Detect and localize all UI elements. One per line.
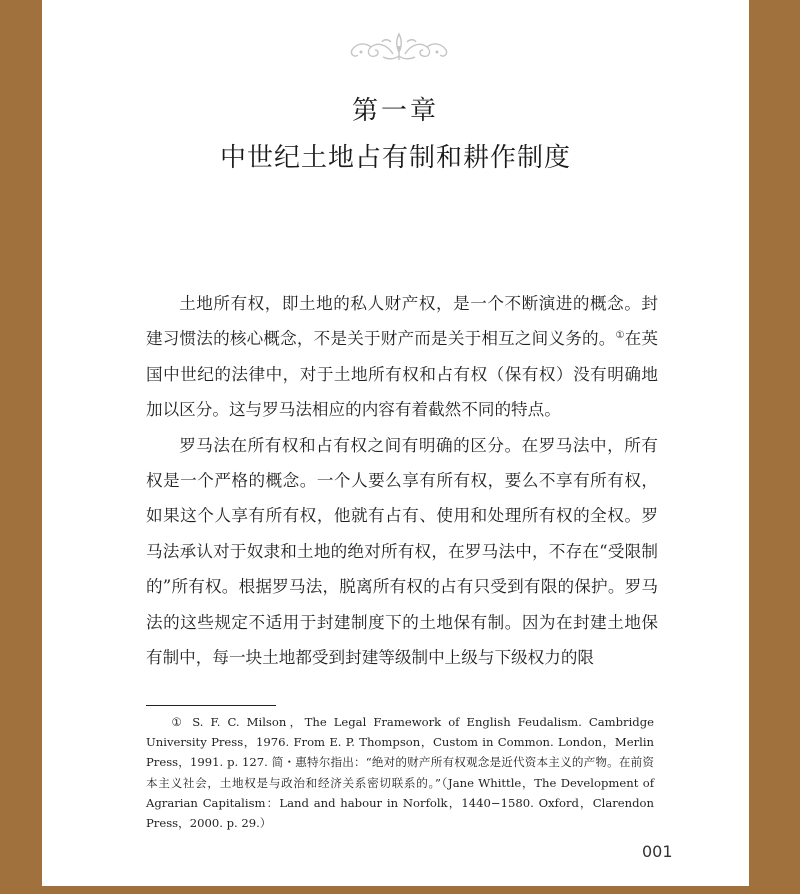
- body-text: [146, 286, 658, 675]
- book-page: [42, 0, 749, 886]
- footnote-reference[interactable]: ①: [615, 330, 625, 342]
- footnote: ① S. F. C. Milson，The Legal Framework of English Feudalism. Cambridge University Press，1976. From E. P. Thompson，Custom in Common. London，Merlin Press，1991. p. 127. 简・惠特尔指出：“绝对的财产所有权观念是近代资本主义的产物。在前资本主义社会，土地权是与政治和经济关系密切联系的。”（Jane Whittle，The Development of Agrarian Capitalism：Land and habour in Norfolk，1440−1580. Oxford，Clarendon Press，2000. p. 29.）: [146, 715, 654, 831]
- chapter-title: 中世纪土地占有制和耕作制度: [219, 143, 571, 173]
- page-number: 001: [642, 842, 673, 861]
- footnote-divider: [146, 705, 276, 706]
- paragraph-1-text-before-note: 土地所有权，即土地的私人财产权，是一个不断演进的概念。封建习惯法的核心概念，不是关于财产而是关于相互之间义务的。: [146, 294, 658, 349]
- paragraph-2: 罗马法在所有权和占有权之间有明确的区分。在罗马法中，所有权是一个严格的概念。一个人要么享有所有权，要么不享有所有权，如果这个人享有所有权，他就有占有、使用和处理所有权的全权。罗马法承认对于奴隶和土地的绝对所有权，在罗马法中，不存在“受限制的”所有权。根据罗马法，脱离所有权的占有只受到有限的保护。罗马法的这些规定不适用于封建制度下的土地保有制。因为在封建土地保有制中，每一块土地都受到封建等级制中上级与下级权力的限: [146, 435, 658, 668]
- paragraph-1-text-after-note: 在英国中世纪的法律中，对于土地所有权和占有权（保有权）没有明确地加以区分。这与罗马法相应的内容有着截然不同的特点。: [146, 329, 659, 420]
- paragraph-1: [146, 286, 658, 428]
- decorative-flourish-icon: [347, 30, 451, 64]
- chapter-number: 第一章: [351, 96, 439, 126]
